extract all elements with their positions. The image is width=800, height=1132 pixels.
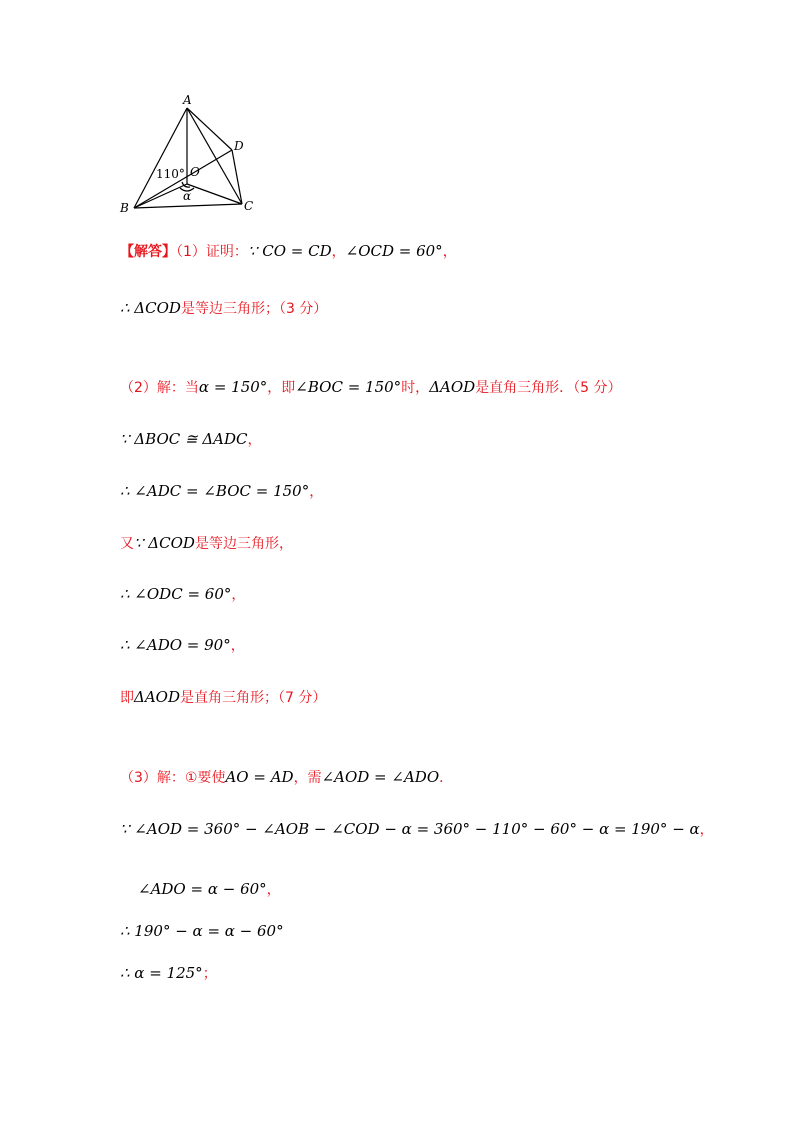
solution-line-1 [120, 240, 457, 263]
line12-end: ， [266, 882, 281, 898]
solution-line-6 [120, 532, 293, 555]
part1b-text: 是等边三角形；（3 分） [180, 301, 328, 317]
solution-line-8 [120, 634, 245, 657]
part2-math-1: α = 150° [198, 378, 268, 396]
solution-line-7 [120, 583, 245, 606]
line5-math: ∴ ∠ADC = ∠BOC = 150° [120, 482, 310, 500]
solution-line-3 [120, 376, 622, 399]
solution-line-2 [120, 297, 327, 320]
part2-tail: 是直角三角形．（5 分） [475, 380, 622, 396]
label-c: C [244, 199, 254, 213]
line9-tail: 是直角三角形；（7 分） [180, 690, 327, 706]
part1-math-1: ∵ CO = CD [247, 242, 332, 260]
solution-line-5 [120, 480, 323, 503]
line11-end: ， [699, 822, 714, 838]
line7-end: ， [231, 587, 246, 603]
label-angle-110: 110° [156, 167, 185, 181]
segment-ob [134, 184, 187, 208]
line11-math: ∵ ∠AOD = 360° − ∠AOB − ∠COD − α = 360° − 110° − 60° − α = 190° − α [120, 820, 700, 838]
label-o: O [190, 165, 200, 179]
label-a: A [183, 93, 192, 107]
part2-lead: （2）解：当 [120, 380, 199, 396]
line14-math: ∴ α = 125° [120, 964, 203, 982]
solution-line-9 [120, 686, 326, 709]
line13-math: ∴ 190° − α = α − 60° [120, 922, 284, 940]
line6-tail: 是等边三角形， [194, 536, 293, 552]
solution-header: 【解答】 [120, 244, 176, 260]
part1-sep: ， [331, 244, 346, 260]
line12-math: ∠ADO = α − 60° [138, 880, 267, 898]
line6-lead: 又 [120, 536, 134, 552]
label-angle-alpha: α [183, 189, 192, 203]
line4-math: ∵ ΔBOC ≅ ΔADC [120, 430, 248, 448]
line5-end: ， [309, 484, 324, 500]
solution-line-11 [120, 818, 714, 841]
part3-math-1: AO = AD [225, 768, 294, 786]
segment-oc [187, 184, 242, 204]
solution-line-13 [120, 920, 284, 942]
solution-line-14 [120, 962, 217, 985]
part3-end: ． [439, 770, 454, 786]
part1-lead: （1）证明： [176, 244, 248, 260]
part1-end: ， [442, 244, 457, 260]
line8-end: ， [230, 638, 245, 654]
triangle-figure [112, 92, 262, 214]
part2-mid-1: ，即 [267, 380, 296, 396]
line14-end: ； [202, 966, 217, 982]
line7-math: ∴ ∠ODC = 60° [120, 585, 232, 603]
label-d: D [234, 139, 244, 153]
segment-ac [187, 108, 242, 204]
part3-math-2: ∠AOD = ∠ADO [321, 768, 440, 786]
line8-math: ∴ ∠ADO = 90° [120, 636, 231, 654]
solution-line-12 [138, 878, 281, 901]
part2-math-2: ∠BOC = 150° [295, 378, 402, 396]
line6-math: ∵ ΔCOD [134, 534, 195, 552]
part2-mid-2: 时， [401, 380, 430, 396]
part1-math-2: ∠OCD = 60° [345, 242, 443, 260]
segment-bc [134, 204, 242, 208]
line4-end: ， [247, 432, 262, 448]
line9-lead: 即 [120, 690, 134, 706]
label-b: B [120, 201, 129, 214]
solution-line-4 [120, 428, 262, 451]
solution-line-10 [120, 766, 453, 789]
segment-ad [187, 108, 232, 150]
part3-lead: （3）解：①要使 [120, 770, 226, 786]
part1b-math: ∴ ΔCOD [120, 299, 181, 317]
line9-math: ΔAOD [134, 688, 180, 706]
part3-mid: ，需 [293, 770, 322, 786]
part2-math-3: ΔAOD [429, 378, 476, 396]
